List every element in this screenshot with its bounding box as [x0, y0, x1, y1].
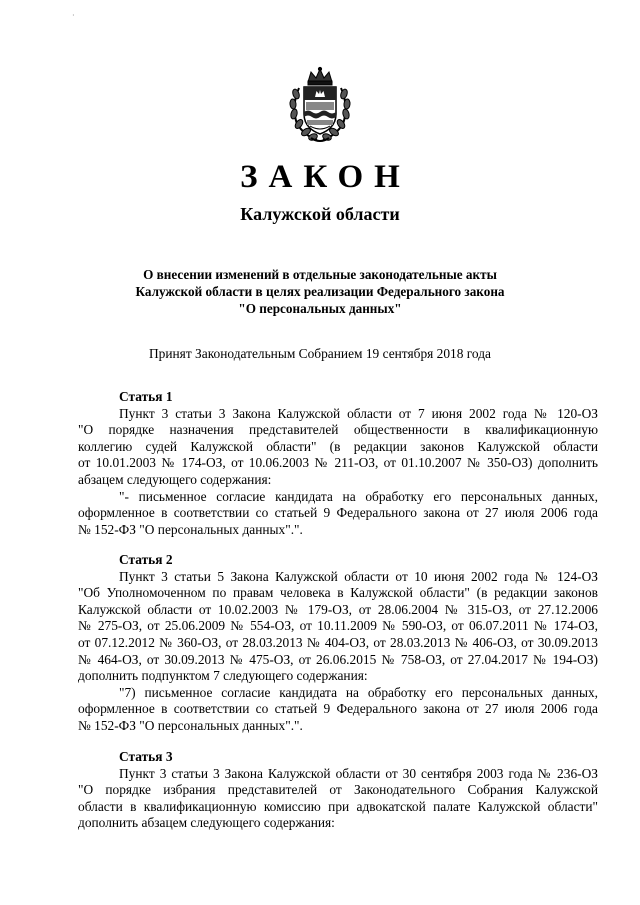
article-text-line: № 464-ОЗ, от 30.09.2013 № 475-ОЗ, от 26.06.2015 № 758-ОЗ, от 27.04.2017 № 194-ОЗ)	[78, 651, 598, 667]
article-text-line: Пункт 3 статьи 3 Закона Калужской области от 30 сентября 2003 года № 236-ОЗ	[119, 765, 598, 781]
article-text-line: "О порядке назначения представителей общественности в квалификационную	[78, 422, 598, 438]
article-text-line: оформленное в соответствии со статьей 9 Федерального закона от 27 июля 2006 года	[78, 505, 598, 521]
document-subtitle: Калужской области	[240, 204, 400, 224]
law-name-line: О внесении изменений в отдельные законодательные акты	[143, 267, 497, 282]
crown-icon	[308, 67, 332, 85]
article-text-line: абзацем следующего содержания:	[78, 471, 272, 487]
article-heading: Статья 2	[119, 552, 173, 567]
article-text-line: оформленное в соответствии со статьей 9 Федерального закона от 27 июля 2006 года	[78, 701, 598, 717]
article-text-line: от 10.01.2003 № 174-ОЗ, от 10.06.2003 № 211-ОЗ, от 01.10.2007 № 350-ОЗ) дополнить	[78, 455, 598, 471]
scan-mark: ·	[72, 11, 75, 20]
article-text-line: Калужской области от 10.02.2003 № 179-ОЗ, от 28.06.2004 № 315-ОЗ, от 27.12.2006	[78, 601, 598, 617]
article-text-line: "7) письменное согласие кандидата на обработку его персональных данных,	[119, 684, 598, 700]
article-text-line: Пункт 3 статьи 3 Закона Калужской области от 7 июня 2002 года № 120-ОЗ	[119, 405, 598, 421]
law-name-line: "О персональных данных"	[238, 301, 402, 316]
article-text-line: "Об Уполномоченном по правам человека в Калужской области" (в редакции законов	[78, 585, 598, 601]
article-heading: Статья 3	[119, 749, 173, 764]
article-text-line: "О порядке избрания представителей от Законодательного Собрания Калужской	[78, 782, 598, 798]
article-text-line: области в квалификационную комиссию при адвокатской палате Калужской области"	[78, 798, 598, 814]
article-text-line: № 152-ФЗ "О персональных данных".".	[78, 521, 303, 537]
adoption-note: Принят Законодательным Собранием 19 сентября 2018 года	[148, 346, 491, 361]
shield-icon	[304, 87, 336, 134]
article-text-line: "- письменное согласие кандидата на обработку его персональных данных,	[119, 488, 598, 504]
law-name	[100, 266, 540, 317]
document-title: ЗАКОН	[240, 159, 411, 195]
article-text-line: № 152-ФЗ "О персональных данных".".	[78, 717, 303, 733]
law-name-line: Калужской области в целях реализации Федерального закона	[135, 284, 505, 299]
coat-of-arms-emblem	[287, 66, 353, 144]
article-text-line: дополнить абзацем следующего содержания:	[78, 815, 335, 831]
article-heading: Статья 1	[119, 389, 173, 404]
article-text-line: Пункт 3 статьи 5 Закона Калужской области от 10 июня 2002 года № 124-ОЗ	[119, 568, 598, 584]
article-1	[78, 389, 598, 538]
article-text-line: от 07.12.2012 № 360-ОЗ, от 28.03.2013 № 404-ОЗ, от 28.03.2013 № 406-ОЗ, от 30.09.2013	[78, 634, 598, 650]
article-text-line: коллегию судей Калужской области" (в редакции законов Калужской области	[78, 438, 598, 454]
article-text-line: № 275-ОЗ, от 25.06.2009 № 554-ОЗ, от 10.11.2009 № 590-ОЗ, от 06.07.2011 № 174-ОЗ,	[78, 618, 598, 634]
article-3	[78, 749, 598, 832]
article-text-line: дополнить подпунктом 7 следующего содержания:	[78, 668, 368, 684]
article-2	[78, 552, 598, 735]
